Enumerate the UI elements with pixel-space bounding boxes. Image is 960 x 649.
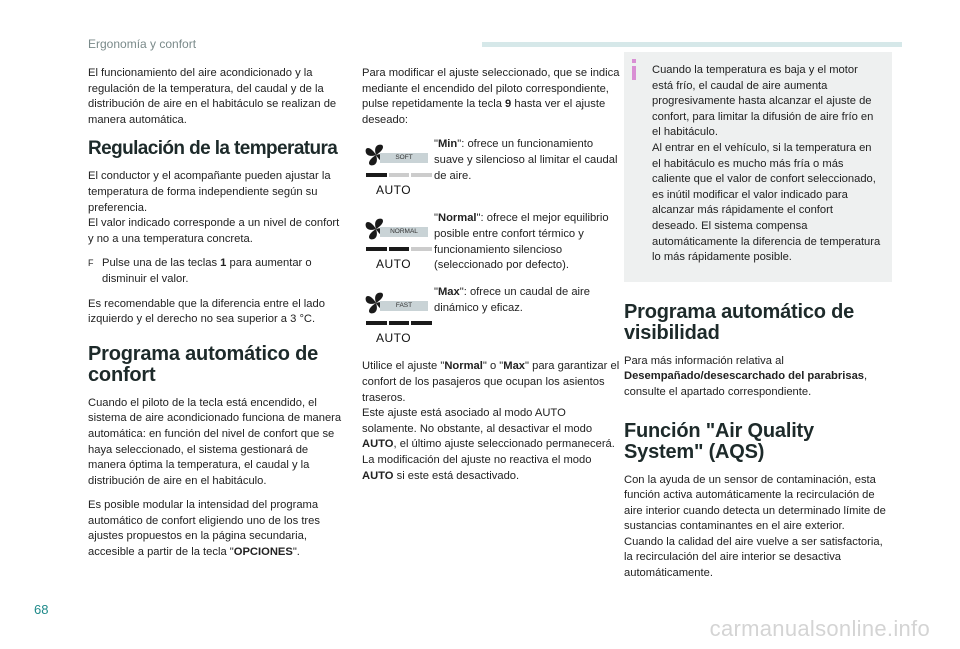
vis-post: , consulte el apartado correspondiente. [624,370,868,398]
column-middle [362,66,620,493]
use-mid: " o " [482,360,504,373]
use-paragraph [362,359,620,406]
use-pre: Utilice el ajuste " [362,360,445,373]
assoc-pre: Este ajuste está asociado al modo AUTO solamente. No obstante, al desactivar el modo [362,407,593,435]
auto-paragraph-1: Cuando el piloto de la tecla está encendido, el sistema de aire acondicionado funciona de manera automática: en función del nivel de confort que se haya seleccionado, el sistema gestionará de manera óptima la temperatura, el caudal y la distribución de aire en el habitáculo. [88,396,342,487]
intro-paragraph: El funcionamiento del aire acondicionado y la regulación de la temperatura, del caudal y de la distribución de aire en el habitáculo se realizan de manera automática. [88,67,337,126]
mode-intro-key: 9 [505,98,512,111]
mode-description: "Max": ofrece un caudal de aire dinámico y eficaz. [434,286,590,314]
mode-desc: ": ofrece el mejor equilibrio posible entre confort térmico y funcionamiento silencioso (seleccionado por defecto). [434,212,609,272]
mode-name: Max [437,286,460,299]
mod-key: AUTO [362,469,394,482]
use-k2: Max [503,360,526,373]
aqs-text-2: Cuando la calidad del aire vuelve a ser satisfactoria, la recirculación del aire interior se desactiva automáticamente. [624,535,883,580]
info-icon-dot [632,59,636,63]
fan-auto-soft-icon [362,137,434,201]
bullet-pre: Pulse una de las teclas [102,257,221,270]
auto2-post: ". [292,546,300,559]
auto-label: AUTO [376,331,412,346]
auto-label: AUTO [376,257,412,272]
info-text-2: Al entrar en el vehículo, si la temperatura en el habitáculo es mucho más fría o más caliente que el valor de confort seleccionado, es inútil modificar el valor indicado para alcanzar más rápidamente el confort deseado. El sistema compensa automáticamente la diferencia de temperatura lo más rápidamente posible. [652,141,881,264]
use-k1: Normal [444,360,483,373]
info-box [624,52,892,282]
info-icon [632,66,636,80]
info-text-1: Cuando la temperatura es baja y el motor está frío, el caudal de aire aumenta progresivamente hasta alcanzar el ajuste de confort, para limitar la difusión de aire frío en el habitáculo. [652,64,874,139]
aqs-paragraph [624,473,892,582]
mode-description: "Min": ofrece un funcionamiento suave y silencioso al limitar el caudal de aire. [434,138,618,182]
bullet-marker: F [88,258,94,269]
mode-intro [362,66,620,128]
fan-auto-normal-icon [362,211,434,275]
mode-desc: ": ofrece un funcionamiento suave y silencioso al limitar el caudal de aire. [434,138,618,182]
heading-aqs: Función "Air Quality System" (AQS) [624,419,814,463]
watermark: carmanualsonline.info [709,616,930,641]
bullet-post: para aumentar o disminuir el valor. [102,257,312,285]
bullet-text [102,256,343,287]
temp-paragraph-2: Es recomendable que la diferencia entre el lado izquierdo y el derecho no sea superior a 3 °C. [88,297,325,326]
page-number: 68 [34,602,49,617]
auto-paragraph-2 [88,498,343,560]
column-right [624,66,892,591]
mode-fast [362,285,620,349]
temp-text-b: El valor indicado corresponde a un nivel de confort y no a una temperatura concreta. [88,217,340,245]
mode-soft [362,137,620,201]
column-left [88,66,343,570]
level-bars [366,173,432,177]
heading-temperature: Regulación de la temperatura [88,138,338,160]
heading-visibility: Programa automático de visibilidad [624,300,855,344]
mode-tag: SOFT [380,153,428,163]
mode-intro-post: hasta ver el ajuste deseado: [362,98,606,126]
mode-tag: FAST [380,301,428,311]
bullet-key: 1 [220,257,227,270]
mode-name: Min [437,138,458,151]
mode-description: "Normal": ofrece el mejor equilibrio posible entre confort térmico y funcionamiento silencioso (seleccionado por defecto). [434,212,609,272]
aqs-text-1: Con la ayuda de un sensor de contaminación, esta función activa automáticamente la recirculación de aire interior cuando detecta un determinado límite de sustancias contaminantes en el aire exterior. [624,473,886,533]
mod-paragraph [362,453,620,484]
temp-text-a: El conductor y el acompañante pueden ajustar la temperatura de forma independiente según su preferencia. [88,170,331,214]
mode-normal [362,211,620,275]
vis-key: Desempañado/desescarchado del parabrisas [624,370,865,383]
use-post: " para garantizar el confort de los pasajeros que ocupan los asientos traseros. [362,360,620,404]
level-bars [366,247,432,251]
mode-name: Normal [437,212,477,225]
vis-pre: Para más información relativa al [624,354,784,367]
assoc-paragraph [362,406,620,453]
assoc-key: AUTO [362,438,394,451]
page-header-title: Ergonomía y confort [88,37,197,51]
auto2-pre: Es posible modular la intensidad del programa automático de confort eligiendo uno de los tres ajustes propuestos en la página secundaria, accesible a partir de la tecla " [88,499,320,559]
mode-intro-pre: Para modificar el ajuste seleccionado, que se indica mediante el encendido del piloto correspondiente, pulse repetidamente la tecla [362,67,620,111]
visibility-paragraph [624,354,892,401]
header-rule [482,42,902,47]
mode-desc: ": ofrece un caudal de aire dinámico y eficaz. [434,286,590,314]
mod-pre: La modificación del ajuste no reactiva el modo [362,453,592,466]
auto2-key: OPCIONES [233,546,293,559]
fan-auto-fast-icon [362,285,434,349]
mode-tag: NORMAL [380,227,428,237]
bullet-item [88,256,343,287]
temp-paragraph-1 [88,169,343,247]
mod-post: si este está desactivado. [393,469,520,482]
assoc-post: , el último ajuste seleccionado permanecerá. [393,438,615,451]
heading-auto-comfort: Programa automático de confort [88,342,319,386]
level-bars [366,321,432,325]
auto-label: AUTO [376,183,412,198]
